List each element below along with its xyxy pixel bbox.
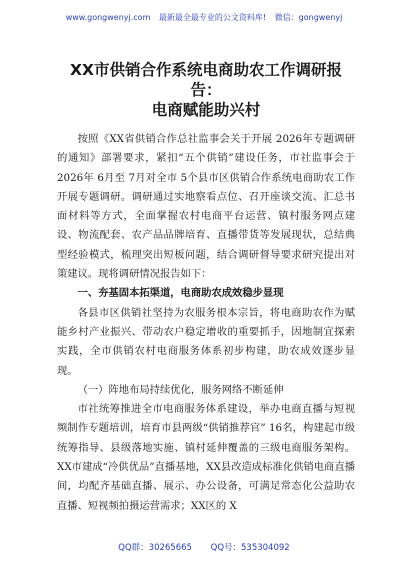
page-footer [0, 541, 408, 553]
title-line-2: 电商赋能助兴村 [151, 101, 261, 119]
header-slogan: 最新最全最专业的公文资料库! [158, 13, 267, 22]
document-title [57, 60, 355, 120]
section-1-paragraph: 各县市区供销社坚持为农服务根本宗旨，将电商助农作为赋能乡村产业振兴、带动农户稳定增收的重要抓手，因地制宜探索实践，全市供销农村电商服务体系初步构建，助农成效逐步显现。 [57, 306, 355, 377]
subsection-1-paragraph: 市社统筹推进全市电商服务体系建设，举办电商直播与短视频制作专题培训，培育市县两级“供销推荐官” 16名，构建起市级统筹指导、县级落地实施、镇村延伸覆盖的三级电商服务架构。XX市建成“冷供优品”直播基地，XX县改造成标准化供销电商直播间，均配齐基础直播、展示、办公设备，可满足常态化公益助农直播、短视频拍摄运营需求；XX区的 X [57, 403, 355, 512]
page-header [0, 0, 408, 23]
section-1-heading: 一、夯基固本拓渠道，电商助农成效稳步显现 [77, 287, 284, 300]
intro-paragraph: 按照《XX省供销合作总社监事会关于开展 2026年专题调研的通知》部署要求，紧扣“五个供销”建设任务，市社监事会于 2026年 6月至 7月对全市 5个县市区供销合作系统电商助农工作开展专题调研。调研通过实地察看点位、召开座谈交流、汇总书面材料等方式，全面掌握农村电商平台运营、镇村服务网点建设、物流配套、农产品品牌培育、直播带货等发展现状，总结典型经验模式，梳理突出短板问题，结合调研督导要求研究提出对策建议。现将调研情况报告如下： [57, 133, 355, 281]
footer-qq-number: QQ号：535304092 [210, 543, 290, 553]
header-wechat: 微信：gongwenyj [274, 13, 343, 22]
subsection-1-heading: （一）阵地布局持续优化，服务网络不断延伸 [77, 383, 284, 396]
document-body [57, 60, 355, 516]
footer-qq-group: QQ群：30265665 [118, 543, 192, 553]
site-url-link[interactable]: www.gongwenyj.com [65, 13, 151, 22]
title-line-1: XX市供销合作系统电商助农工作调研报告： [70, 61, 342, 99]
